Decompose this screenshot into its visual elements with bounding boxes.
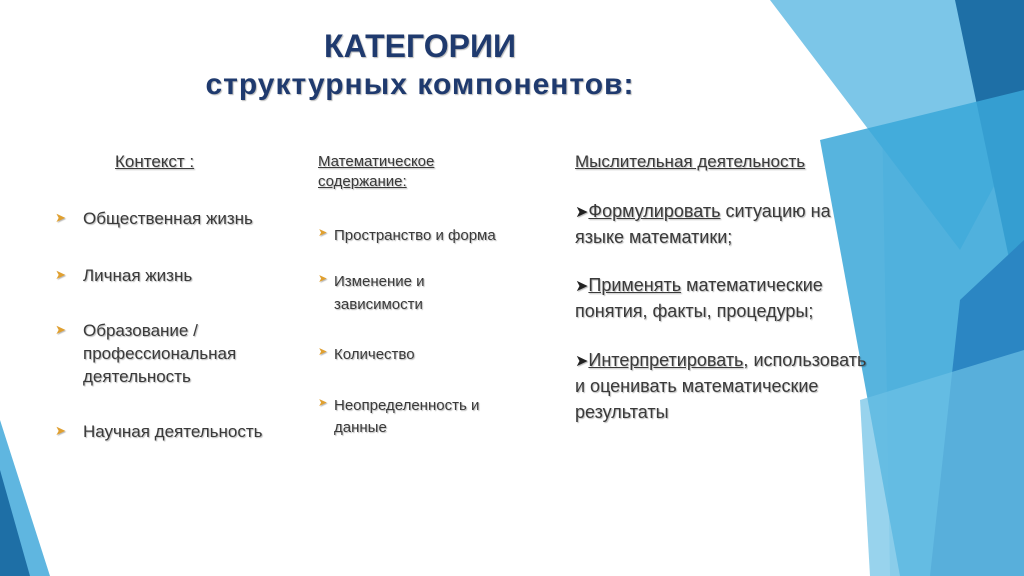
thinking-keyword: Интерпретировать, xyxy=(588,349,749,370)
list-item xyxy=(318,395,534,440)
context-item-text: Образование / профессиональная деятельность xyxy=(83,320,237,386)
content-item-text: Неопределенность и данные xyxy=(334,396,480,436)
context-item-text: Личная жизнь xyxy=(83,265,193,285)
context-item-text: Общественная жизнь xyxy=(83,209,253,228)
list-item xyxy=(575,347,870,425)
arrow-bullet-icon: ➤ xyxy=(575,352,589,370)
arrow-bullet-icon: ➤ xyxy=(318,396,328,409)
list-item xyxy=(318,344,548,367)
title-line-2: структурных компонентов: xyxy=(205,68,635,101)
slide-title xyxy=(110,26,730,104)
thinking-keyword: Применять xyxy=(588,275,682,296)
arrow-bullet-icon: ➤ xyxy=(575,278,589,296)
thinking-item-text: использовать и оценивать математические результаты xyxy=(575,349,867,422)
content-item-text: Пространство и форма xyxy=(334,226,496,244)
list-item xyxy=(575,272,870,324)
list-item xyxy=(55,320,285,389)
thinking-item-text: математические понятия, факты, процедуры; xyxy=(575,275,823,322)
arrow-bullet-icon: ➤ xyxy=(318,273,328,285)
list-item xyxy=(55,421,285,444)
arrow-bullet-icon: ➤ xyxy=(318,226,328,239)
thinking-list xyxy=(575,198,870,425)
arrow-bullet-icon: ➤ xyxy=(55,266,66,282)
thinking-column xyxy=(575,152,870,425)
list-item xyxy=(55,265,285,288)
list-item xyxy=(575,198,870,250)
content-item-text: Изменение и зависимости xyxy=(334,273,425,313)
context-column xyxy=(55,152,285,444)
content-heading: Математическое содержание: xyxy=(318,153,435,191)
content-item-text: Количество xyxy=(334,346,415,363)
context-list xyxy=(55,208,285,444)
content-column xyxy=(318,152,548,440)
thinking-item-text: ситуацию на языке математики; xyxy=(575,201,831,248)
title-line-1: КАТЕГОРИИ xyxy=(324,28,516,64)
arrow-bullet-icon: ➤ xyxy=(318,346,328,358)
list-item xyxy=(318,225,548,248)
arrow-bullet-icon: ➤ xyxy=(55,422,66,438)
list-item xyxy=(318,271,484,316)
arrow-bullet-icon: ➤ xyxy=(55,210,66,225)
arrow-bullet-icon: ➤ xyxy=(575,204,589,221)
context-heading: Контекст : xyxy=(115,152,195,171)
thinking-heading: Мыслительная деятельность xyxy=(575,152,806,171)
thinking-keyword: Формулировать xyxy=(588,201,721,221)
context-item-text: Научная деятельность xyxy=(83,421,263,441)
list-item xyxy=(55,208,285,231)
arrow-bullet-icon: ➤ xyxy=(55,321,66,337)
content-list xyxy=(318,225,548,440)
